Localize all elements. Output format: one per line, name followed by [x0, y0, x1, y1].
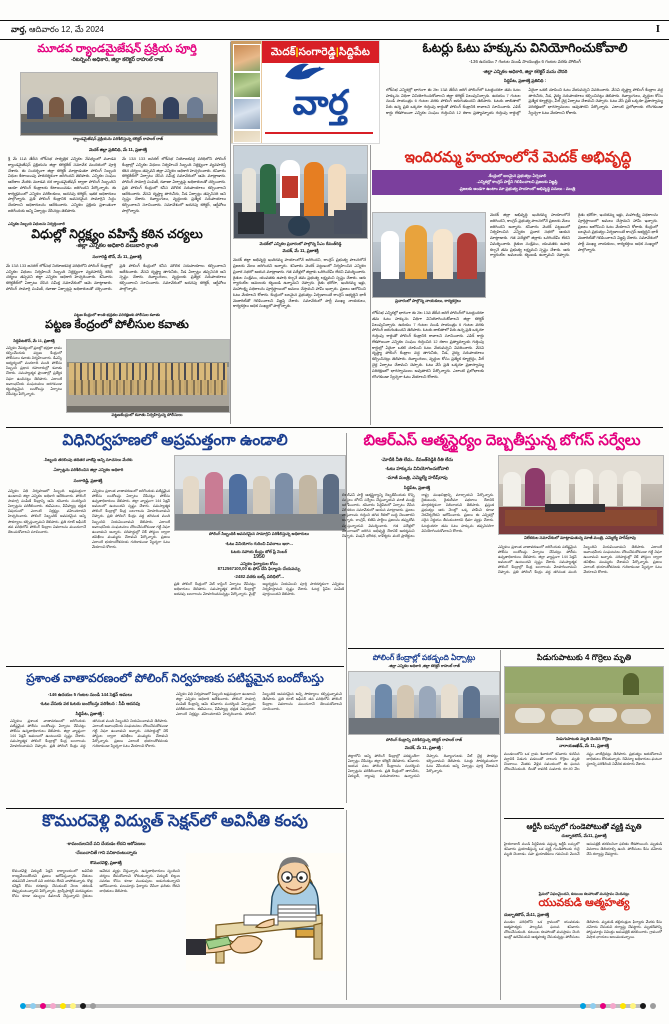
negligence-kicker: ఎన్నికల సిబ్బంది విధులను నిర్వర్తించాలి — [8, 222, 66, 226]
randomization-body-col2: మే 13న 133 జనరల్ లోక్‌సభ నియోజకవర్గ పరిధిలోని పోలింగ్ కేంద్రాల్లో ఎన్నికల విధులు నిర్వహించే సిబ్బంది నిర్లక్ష్యంగా వ్యవహరిస్తే కఠిన చర్యలు తప్పవని జిల్లా ఎన్నికల అధికారి హెచ్చరించారు. శనివారం కలెక్టరేట్‌లో ఏర్పాటు చేసిన సమీక్ష సమావేశంలో ఆమె మాట్లాడారు. పోలింగ్ సామాగ్రి పంపిణీ, రవాణా ఏర్పాట్లపై అధికారులతో చర్చించారు. ప్రతి పోలింగ్ కేంద్రంలో కనీస మౌలిక సదుపాయాలు కల్పించాలని ఆదేశించారు. వేసవి దృష్ట్యా తాగునీరు, నీడ ఏర్పాట్లు తప్పనిసరి అని స్పష్టం చేశారు. దివ్యాంగులు, వృద్ధులకు ప్రత్యేక సదుపాయాలు కల్పించాలని సూచించారు. సమావేశంలో అదనపు కలెక్టర్, ఆర్డీవోలు పాల్గొన్నారు. — [122, 156, 226, 214]
alert-duty-body2: ప్రతి పోలింగ్ కేంద్రంలో వెబ్ కాస్టింగ్ ఏర్పాటు చేసినట్లు అధికారులు తెలిపారు. సమస్యాత్మక పోలింగ్ కేంద్రాల్లో అదనపు బలగాలను మోహరించనున్నట్లు పేర్కొన్నారు. మైక్రో అబ్జర్వర్లను నియమించి పూర్తి పారదర్శకంగా ఎన్నికలు నిర్వహిస్తామని స్పష్టం చేశారు. ఓటర్ల స్లిప్‌ల పంపిణీ పూర్తయిందని తెలిపారు. — [174, 581, 344, 597]
lightning-body: మండలంలోని ఒక గ్రామ శివారులో శనివారం కురిసిన వర్షానికి పిడుగు పడటంతో నాలుగు గొర్రెలు మృతి చెందాయి. మేతకు వెళ్లిన సమయంలో ఈ ఘటన చోటుచేసుకుంది. దీంతో కాపరికి సుమారు రూ.40 వేల నష్టం వాటిల్లినట్లు తెలిపారు. ప్రభుత్వం ఆదుకోవాలని బాధితులు కోరుతున్నారు. రెవెన్యూ అధికారులు ఘటనా స్థలాన్ని పరిశీలించి నివేదిక తయారు చేశారు. — [504, 751, 662, 772]
indiramma-body-center: మెదక్ జిల్లా అభివృద్ధి ఇందిరమ్మ హయాంలోనే జరిగిందని, కాంగ్రెస్ ప్రభుత్వ పాలనలోనే ప్రజలకు మేలు జరిగిందని అన్నారు. శనివారం మెదక్ పట్టణంలో నిర్వహించిన ఎన్నికల ప్రచార సభలో ఆయన మాట్లాడారు. గత పదేళ్లలో జిల్లాకు ఒరిగిందేమీ లేదని విమర్శించారు. రైతుల సంక్షేమం, యువతకు ఉపాధి కల్పనే తమ ప్రభుత్వ లక్ష్యమని స్పష్టం చేశారు. ఆరు గ్యారంటీల అమలుకు కట్టుబడి ఉన్నామని చెప్పారు. రైతు భరోసా, ఇందిరమ్మ ఇళ్లు, మహాలక్ష్మి పథకాలను పూర్తిస్థాయిలో అమలు చేస్తామని హామీ ఇచ్చారు. ప్రజలు ఆలోచించి ఓటు వేయాలని కోరారు. కేంద్రంలో బలమైన ప్రభుత్వం ఏర్పడాలంటే కాంగ్రెస్ అభ్యర్థిని భారీ మెజారిటీతో గెలిపించాలని విజ్ఞప్తి చేశారు. సమావేశంలో పార్టీ ముఖ్య నాయకులు, కార్యకర్తలు అధిక సంఖ్యలో పాల్గొన్నారు. — [233, 257, 366, 309]
lightning-headline: పిడుగుపాటుకు 4 గొర్రెలు మృతి — [536, 653, 632, 662]
helpbox-line-2: 1950 — [253, 553, 265, 560]
corruption-subhead-1: -కామందులనిదే పని చేయడం లేదని ఆరోపణలు — [66, 841, 146, 846]
edition-siddipet: సిద్దిపేట — [338, 46, 371, 58]
bogus-body2: ఎన్నికలు ప్రశాంత వాతావరణంలో జరిగేందుకు పటిష్టమైన పోలీసు బందోబస్తు ఏర్పాటు చేసినట్లు పోలీసు ఉన్నతాధికారులు తెలిపారు. జిల్లా వ్యాప్తంగా 144 సెక్షన్ అమలులో ఉంటుందని స్పష్టం చేశారు. సమస్యాత్మక పోలింగ్ కేంద్రాల్లో కేంద్ర బలగాలను మోహరించామని చెప్పారు. ప్రతి పోలింగ్ కేంద్రం వద్ద తగినంత మంది సిబ్బందిని నియమించామని తెలిపారు. ఎలాంటి అవాంఛనీయ సంఘటనలు చోటుచేసుకోకుండా గట్టి నిఘా ఉంచామని అన్నారు. సరిహద్దుల్లో చెక్ పోస్టుల ద్వారా తనిఖీలు ముమ్మరం చేశామని పేర్కొన్నారు. ప్రజలు ఎలాంటి భయాందోళనలకు గురికాకుండా స్వేచ్ఛగా ఓటు వేయాలని కోరారు. — [498, 545, 662, 575]
registration-gray-line — [26, 1004, 643, 1008]
negligence-headline: విధుల్లో నిర్లక్ష్యం వహిస్తే కఠిన చర్యలు — [31, 226, 203, 241]
column-rule-5 — [346, 810, 347, 1000]
alert-duty-photo-caption: పోలింగ్ సిబ్బందికి అవసరమైన సామాగ్రిని పరిశీలిస్తున్న అధికారులు — [209, 531, 309, 536]
registration-color-bar — [0, 1001, 669, 1010]
indiramma-headline: ఇందిరమ్మ హయాంలోనే మెదక్ అభివృద్ధి — [404, 149, 632, 166]
indiramma-subhead-2: -ఎన్నికల్లో కాంగ్రెస్ పార్టీని గెలిపించాలని ప్రజలకు విజ్ఞప్తి — [476, 179, 558, 185]
peaceful-subhead-1: -146 ఉదయం 5 గంటల నుండి 144 సెక్షన్ అమలు — [47, 692, 133, 697]
indiramma-dateline: మెదక్, మే 11, ప్రజాశక్తి — [282, 248, 319, 254]
reg-dot-black-right — [640, 1003, 646, 1009]
masthead — [230, 40, 380, 144]
corruption-body: కొమురవెళ్లి విద్యుత్ సెక్షన్ కార్యాలయంలో అవినీతి రాజ్యమేలుతోందని ప్రజలు ఆరోపిస్తున్నారు. చేతులు తడపనిదే ఎలాంటి పని జరగడం లేదని వాపోతున్నారు. కొత్త కనెక్షన్ కోసం దరఖాస్తు చేసుకుంటే నెలల తరబడి తిప్పుకుంటున్నారని పేర్కొన్నారు. ట్రాన్స్‌ఫార్మర్ మరమ్మతుల కోసం కూడా డబ్బులు డిమాండ్ చేస్తున్నారని రైతులు ఆవేదన వ్యక్తం చేస్తున్నారు. ఉన్నతాధికారులు స్పందించి చర్యలు తీసుకోవాలని కోరుతున్నారు. విద్యుత్ బిల్లుల సవరణ కోసం కూడా ముడుపులు అడుగుతున్నారని ఆరోపించారు. పలుమార్లు ఫిర్యాదు చేసినా ఫలితం లేదని బాధితులు తెలిపారు. — [12, 869, 180, 899]
section-divider-5 — [504, 818, 664, 819]
bogus-survey-headline: బిఆర్ఎస్ ఆత్మస్థైర్యం దెబ్బతీస్తున్న బోగస్ సర్వేలు — [363, 432, 641, 449]
article-lightning — [504, 654, 664, 810]
lightning-photo — [504, 666, 664, 734]
date-text: ఆదివారం 12, మే 2024 — [29, 25, 104, 34]
corruption-dateline: కొమురవెళ్లి, ప్రజాశక్తి — [90, 860, 122, 865]
page-folio: I — [655, 23, 660, 35]
reg-dot-yellow-right — [620, 1003, 626, 1009]
masthead-photo-strip — [231, 41, 262, 143]
column-rule-1 — [230, 42, 231, 424]
masthead-editions: మెదక్|సంగారెడ్డి|సిద్దిపేట — [262, 41, 379, 63]
page-header-bar — [0, 20, 669, 40]
corruption-headline: కొమురవెళ్లి విద్యుత్ సెక్షన్‌లో అవినీతి కంపు — [42, 812, 308, 830]
randomization-dateline: మెదక్ జిల్లా ప్రతినిధి, మే 11, ప్రజాశక్తి — [89, 147, 147, 152]
article-police-parade — [6, 313, 228, 417]
column-rule-3 — [346, 433, 347, 803]
alert-duty-helpbox — [174, 541, 344, 658]
reg-dot-yellow-left — [60, 1003, 66, 1009]
peaceful-dateline: సిద్దిపేట, ప్రజాశక్తి : — [75, 711, 105, 716]
section-divider-2 — [6, 666, 344, 667]
bogus-dateline: సిద్దిపేట, ప్రజాశక్తి — [403, 485, 431, 490]
police-dateline: సిద్దిపేటటౌన్, మే 11, ప్రజాశక్తి — [13, 339, 55, 343]
article-suicide — [504, 892, 664, 982]
bus-death-dateline: దుబ్బాకటౌన్, మే11, ప్రజాశక్తి — [561, 832, 607, 838]
voters-subhead1: -136 ఉదయం 7 గంటల నుండి సాయంత్రం 6 గంటల వరకు పోలింగ్ — [469, 58, 581, 64]
indiramma-photo-caption2: ప్రచారంలో పాల్గొన్న నాయకులు, కార్యకర్తలు — [395, 298, 461, 303]
reg-dot-gray-right — [650, 1003, 656, 1009]
rally-photo-caption: మెదక్‌లో ఎన్నికల ప్రచారంలో పాల్గొన్న సీఎం రేవంత్‌రెడ్డి — [259, 241, 342, 246]
bogus-body: బిఆర్ఎస్ పార్టీ ఆత్మస్థైర్యాన్ని దెబ్బతీసేందుకు కొన్ని సంస్థలు బోగస్ సర్వేలు చేస్తున్నాయని మాజీ మంత్రి ఆరోపించారు. శనివారం సిద్దిపేటలో ఏర్పాటు చేసిన విలేకరుల సమావేశంలో ఆయన మాట్లాడారు. ప్రజలు వాస్తవాలను గుర్తించి తగిన రీతిలో బుద్ధి చెబుతారని అన్నారు. కాంగ్రెస్, బిజెపి పార్టీలు ప్రజలను తప్పుదోవ పట్టిస్తున్నాయని విమర్శించారు. గత పదేళ్లలో తెలంగాణలో జరిగిన అభివృద్ధి దేశానికే ఆదర్శమని చెప్పారు. మిషన్ భగీరథ, కాళేశ్వరం వంటి ప్రాజెక్టులు రాష్ట్ర ముఖచిత్రాన్ని మార్చాయని పేర్కొన్నారు. రైతుబంధు, రైతుబీమా పథకాలు దేశానికి మార్గదర్శకంగా నిలిచాయని తెలిపారు. ప్రస్తుత ప్రభుత్వం ఆరు నెలల్లో ఒక్క హామీని కూడా నెరవేర్చలేదని ఆరోపించారు. ప్రజలు ఈ ఎన్నికల్లో సరైన నిర్ణయం తీసుకుంటారని ధీమా వ్యక్తం చేశారు. ఓటర్లందరూ తమ ఓటు హక్కును తప్పనిసరిగా వినియోగించుకోవాలని కోరారు. — [342, 493, 494, 538]
rally-photo — [233, 145, 368, 239]
article-peaceful-polling — [6, 671, 344, 749]
article-bus-death — [504, 823, 664, 872]
helpbox-title: -ఓటు వినియోగం గురించి వివరాలు ఇలా... — [225, 541, 293, 546]
corruption-subhead-2: -చేయిచాచితే గాని పనికాదంటున్నారు — [74, 850, 138, 855]
peaceful-subhead-2: -ఓటు వేసుకు పక ఓటరు బందోబస్తు పరిశీలన : సీపీ ఆదనపు — [39, 701, 141, 706]
article-alert-duty — [6, 432, 344, 597]
article-randomization — [6, 43, 228, 214]
peaceful-body-right: ఎన్నికల విధి నిర్వహణలో సిబ్బంది అప్రమత్తంగా ఉండాలని జిల్లా ఎన్నికల అధికారి ఆదేశించారు. పోలింగ్ సామాగ్రి పంపిణీ కేంద్రాన్ని ఆమె శనివారం సందర్శించి ఏర్పాట్లను పరిశీలించారు. ఈవీఎంలు, వీవీప్యాట్ల భద్రత విషయంలో ఎలాంటి నిర్లక్ష్యం వహించరాదని హెచ్చరించారు. పోలింగ్ సిబ్బందికి అవసరమైన అన్ని సౌకర్యాలు కల్పిస్తున్నామని తెలిపారు. ప్రతి రూట్ ఆఫీసర్ తన పరిధిలోని పోలింగ్ కేంద్రాల వివరాలను ముందుగానే తెలుసుకోవాలని సూచించారు. — [176, 692, 342, 717]
section-divider-1 — [6, 427, 663, 428]
helpbox-line-5: -2482 వరకు బల్క్ పరిధిలో... — [234, 574, 284, 580]
masthead-underline — [265, 132, 373, 134]
alert-duty-subhead: -సిబ్బంది తరలింపు తదితర వాటిపై అన్ని సూచనలు మేరకు — [43, 457, 133, 462]
indiramma-body-right: మెదక్ జిల్లా అభివృద్ధి ఇందిరమ్మ హయాంలోనే జరిగిందని, కాంగ్రెస్ ప్రభుత్వ పాలనలోనే ప్రజలకు మేలు జరిగిందని అన్నారు. శనివారం మెదక్ పట్టణంలో నిర్వహించిన ఎన్నికల ప్రచార సభలో ఆయన మాట్లాడారు. గత పదేళ్లలో జిల్లాకు ఒరిగిందేమీ లేదని విమర్శించారు. రైతుల సంక్షేమం, యువతకు ఉపాధి కల్పనే తమ ప్రభుత్వ లక్ష్యమని స్పష్టం చేశారు. ఆరు గ్యారంటీల అమలుకు కట్టుబడి ఉన్నామని చెప్పారు. రైతు భరోసా, ఇందిరమ్మ ఇళ్లు, మహాలక్ష్మి పథకాలను పూర్తిస్థాయిలో అమలు చేస్తామని హామీ ఇచ్చారు. ప్రజలు ఆలోచించి ఓటు వేయాలని కోరారు. కేంద్రంలో బలమైన ప్రభుత్వం ఏర్పడాలంటే కాంగ్రెస్ అభ్యర్థిని భారీ మెజారిటీతో గెలిపించాలని విజ్ఞప్తి చేశారు. సమావేశంలో పార్టీ ముఖ్య నాయకులు, కార్యకర్తలు అధిక సంఖ్యలో పాల్గొన్నారు. — [490, 212, 658, 258]
randomization-subhead: -రిటర్నింగ్ అధికారి, జిల్లా కలెక్టర్ రాహుల్ రాజ్ — [70, 57, 164, 64]
bogus-subhead-3: -మాజీ మంత్రి, ఎమ్మెల్యే హరీష్‌రావు — [386, 475, 448, 480]
negligence-subhead: -జిల్లా ఎన్నికల అధికారి వలుబారి క్రాంతి — [75, 243, 159, 250]
indiramma-body-left: లోక్‌సభ ఎన్నికల్లో భాగంగా ఈ నెల 13వ తేదీన జరిగే పోలింగ్‌లో ఓటర్లందరూ తమ ఓటు హక్కును విధిగా వినియోగించుకోవాలని జిల్లా కలెక్టర్ పిలుపునిచ్చారు. ఉదయం 7 గంటల నుండి సాయంత్రం 6 గంటల వరకు పోలింగ్ జరుగుతుందని తెలిపారు. ఓటరు జాబితాలో పేరు ఉన్న ప్రతి ఒక్కరూ గుర్తింపు కార్డుతో పోలింగ్ కేంద్రానికి రావాలని సూచించారు. ఎపిక్ కార్డు లేకపోయినా ఎన్నికల సంఘం గుర్తించిన 12 రకాల ప్రత్యామ్నాయ గుర్తింపు కార్డుల్లో ఏదైనా ఒకటి చూపించి ఓటు వేయవచ్చని వివరించారు. వేసవి దృష్ట్యా పోలింగ్ కేంద్రాల వద్ద తాగునీరు, నీడ, వైద్య సదుపాయాలు కల్పించినట్లు తెలిపారు. దివ్యాంగులు, వృద్ధుల కోసం ప్రత్యేక క్యూలైన్లు, వీల్ చైర్ల ఏర్పాటు చేశామని చెప్పారు. ఓటు వేసే ప్రతి ఒక్కరూ ప్రజాస్వామ్య పరిరక్షణలో భాగస్వాములు అవుతారని పేర్కొన్నారు. ఎలాంటి ప్రలోభాలకు లొంగకుండా స్వేచ్ఛగా ఓటు వేయాలని కోరారు. — [372, 310, 484, 379]
voters-body: లోక్‌సభ ఎన్నికల్లో భాగంగా ఈ నెల 13వ తేదీన జరిగే పోలింగ్‌లో ఓటర్లందరూ తమ ఓటు హక్కును విధిగా వినియోగించుకోవాలని జిల్లా కలెక్టర్ పిలుపునిచ్చారు. ఉదయం 7 గంటల నుండి సాయంత్రం 6 గంటల వరకు పోలింగ్ జరుగుతుందని తెలిపారు. ఓటరు జాబితాలో పేరు ఉన్న ప్రతి ఒక్కరూ గుర్తింపు కార్డుతో పోలింగ్ కేంద్రానికి రావాలని సూచించారు. ఎపిక్ కార్డు లేకపోయినా ఎన్నికల సంఘం గుర్తించిన 12 రకాల ప్రత్యామ్నాయ గుర్తింపు కార్డుల్లో ఏదైనా ఒకటి చూపించి ఓటు వేయవచ్చని వివరించారు. వేసవి దృష్ట్యా పోలింగ్ కేంద్రాల వద్ద తాగునీరు, నీడ, వైద్య సదుపాయాలు కల్పించినట్లు తెలిపారు. దివ్యాంగులు, వృద్ధుల కోసం ప్రత్యేక క్యూలైన్లు, వీల్ చైర్ల ఏర్పాటు చేశామని చెప్పారు. ఓటు వేసే ప్రతి ఒక్కరూ ప్రజాస్వామ్య పరిరక్షణలో భాగస్వాములు అవుతారని పేర్కొన్నారు. ఎలాంటి ప్రలోభాలకు లొంగకుండా స్వేచ్ఛగా ఓటు వేయాలని కోరారు. — [386, 86, 663, 115]
reg-dot-lightyellow-left — [70, 1003, 76, 1009]
negligence-dateline: సంగారెడ్డి టౌన్, మే 11, ప్రజాశక్తి — [92, 253, 142, 259]
edition-medak: మెదక్ — [270, 46, 296, 58]
alert-duty-kicker: -ఏర్పాట్లను పరిశీలించిన జిల్లా ఎన్నికల అధికారి — [52, 467, 124, 472]
suicide-headline: యువకుడి ఆత్మహత్య — [538, 896, 630, 909]
bus-death-body: హైదరాబాద్ నుండి సిద్దిపేటకు వస్తున్న ఆర్టీసీ బస్సులో శనివారం ప్రయాణిస్తున్న ఒక వ్యక్తి గుండెపోటుకు గురై మృతి చెందాడు. సహ ప్రయాణికులు గమనించి వెంటనే ఆసుపత్రికి తరలించినా ఫలితం లేకపోయింది. మృతుడి వివరాలు తెలియాల్సి ఉంది. పోలీసులు కేసు నమోదు చేసి దర్యాప్తు చేపట్టారు. — [504, 841, 662, 857]
police-kicker: పట్టణ కేంద్రంలో శాంతి భద్రతల పరిరక్షణకు పోలీసుల కవాతు — [73, 313, 161, 317]
reg-dot-pink-left — [50, 1003, 56, 1009]
police-parade-photo — [66, 339, 230, 413]
polling-arrangements-caption: పోలింగ్ కేంద్రాన్ని పరిశీలిస్తున్న కలెక్టర్ రాహుల్ రాజ్ — [386, 737, 462, 743]
polling-arrangements-photo — [348, 671, 500, 735]
police-headline: పట్టణ కేంద్రంలో పోలీసుల కవాతు — [45, 318, 189, 331]
section-divider-4 — [6, 808, 344, 809]
suicide-kicker: ప్రేమలో విఫలమైందని, కుటుంబ కలహాలతో మనస్తాపం చెందినట్లు — [538, 892, 630, 896]
polling-arrangements-subhead: -జిల్లా ఎన్నికల అధికారి ,జిల్లా కలెక్టర్ రాహుల్ రాజ్ — [388, 664, 460, 669]
helpbox-line-4: 8712567100,00 కు ఫోన్ చేసి ఫిర్యాదు చేయవచ్చు — [217, 565, 301, 571]
press-conference-caption: విలేకరుల సమావేశంలో మాట్లాడుతున్న మాజీ మంత్రి, ఎమ్మెల్యే హరీష్‌రావు — [524, 535, 636, 540]
article-polling-arrangements — [348, 654, 500, 822]
reg-dot-gray-left — [90, 1003, 96, 1009]
indiramma-subhead-3: -ప్రజలకు అండగా ఉంటాం మా ప్రభుత్వ హయాంలో అభివృద్ధి పనులు : మంత్రి — [458, 185, 576, 191]
article-corruption — [6, 812, 344, 899]
masthead-logo — [262, 63, 379, 143]
article-voters — [386, 42, 664, 159]
randomization-headline: మూడవ ర్యాండమైజేషన్ ప్రక్రియ పూర్తి — [37, 43, 197, 55]
indiramma-subhead-box — [372, 170, 662, 195]
peaceful-body-left: ఎన్నికలు ప్రశాంత వాతావరణంలో జరిగేందుకు పటిష్టమైన పోలీసు బందోబస్తు ఏర్పాటు చేసినట్లు పోలీసు ఉన్నతాధికారులు తెలిపారు. జిల్లా వ్యాప్తంగా 144 సెక్షన్ అమలులో ఉంటుందని స్పష్టం చేశారు. సమస్యాత్మక పోలింగ్ కేంద్రాల్లో కేంద్ర బలగాలను మోహరించామని చెప్పారు. ప్రతి పోలింగ్ కేంద్రం వద్ద తగినంత మంది సిబ్బందిని నియమించామని తెలిపారు. ఎలాంటి అవాంఛనీయ సంఘటనలు చోటుచేసుకోకుండా గట్టి నిఘా ఉంచామని అన్నారు. సరిహద్దుల్లో చెక్ పోస్టుల ద్వారా తనిఖీలు ముమ్మరం చేశామని పేర్కొన్నారు. ప్రజలు ఎలాంటి భయాందోళనలకు గురికాకుండా స్వేచ్ఛగా ఓటు వేయాలని కోరారు. — [10, 719, 168, 749]
article-bogus-survey — [340, 432, 664, 575]
suicide-dateline: దుబ్బాకటౌన్, మే11, ప్రజాశక్తి — [504, 911, 550, 917]
randomization-photo — [20, 72, 218, 136]
reg-dot-cyan-right — [580, 1003, 586, 1009]
randomization-photo-caption: ర్యాండమైజేషన్ ప్రక్రియను పరిశీలిస్తున్న కలెక్టర్ రాహుల్ రాజ్ — [73, 136, 163, 141]
alert-duty-dateline: సంగారెడ్డి, ప్రజాశక్తి — [73, 478, 103, 483]
reg-dot-lightblue-right — [590, 1003, 596, 1009]
section-divider-3 — [348, 648, 664, 649]
polling-arrangements-body: జిల్లాలోని అన్ని పోలింగ్ కేంద్రాల్లో పకడ్బందీగా ఏర్పాట్లు చేసినట్లు జిల్లా కలెక్టర్ తెలిపారు. శనివారం ఆయన పలు పోలింగ్ కేంద్రాలను సందర్శించి ఏర్పాట్లను పరిశీలించారు. ప్రతి కేంద్రంలో తాగునీరు, విద్యుత్, ర్యాంపు సదుపాయాలు ఉన్నాయని చెప్పారు. దివ్యాంగులకు వీల్ చైర్ల సౌకర్యం కల్పించామని తెలిపారు. ఓటర్లు సౌకర్యవంతంగా ఓటు వేసేందుకు అన్ని ఏర్పాట్లు పూర్తి చేశామని పేర్కొన్నారు. — [348, 753, 498, 778]
indiramma-photo-left — [372, 212, 486, 298]
lightning-dateline: నారాయణఖేడ్, మే 11, ప్రజాశక్తి — [559, 742, 609, 748]
police-photo-caption: పట్టణకేంద్రంలో కవాతు నిర్వహిస్తున్న పోలీసులు — [111, 412, 183, 417]
column-rule-2 — [370, 145, 371, 425]
helpbox-line-3: ఎన్నికల ఫిర్యాదుల కోసం — [240, 560, 278, 566]
indiramma-subhead-1: -కేంద్రంలో బలమైన ప్రభుత్వం ఏర్పడాలి — [487, 173, 547, 179]
polling-arrangements-dateline: మెదక్, మే 11, ప్రజాశక్తి : — [404, 744, 444, 750]
article-indiramma — [372, 149, 664, 379]
press-conference-photo — [498, 455, 664, 535]
alert-duty-body-col1: ఎన్నికల విధి నిర్వహణలో సిబ్బంది అప్రమత్తంగా ఉండాలని జిల్లా ఎన్నికల అధికారి ఆదేశించారు. పోలింగ్ సామాగ్రి పంపిణీ కేంద్రాన్ని ఆమె శనివారం సందర్శించి ఏర్పాట్లను పరిశీలించారు. ఈవీఎంలు, వీవీప్యాట్ల భద్రత విషయంలో ఎలాంటి నిర్లక్ష్యం వహించరాదని హెచ్చరించారు. పోలింగ్ సిబ్బందికి అవసరమైన అన్ని సౌకర్యాలు కల్పిస్తున్నామని తెలిపారు. ప్రతి రూట్ ఆఫీసర్ తన పరిధిలోని పోలింగ్ కేంద్రాల వివరాలను ముందుగానే తెలుసుకోవాలని సూచించారు. — [8, 489, 86, 534]
reg-dot-pink-right — [610, 1003, 616, 1009]
voters-subhead2: -జిల్లా ఎన్నికల అధికారి, జిల్లా కలెక్టర్ మను చౌదరి — [482, 68, 568, 74]
publication-name: వార్త, — [11, 25, 27, 34]
reg-dot-lightyellow-right — [630, 1003, 636, 1009]
edition-sangareddy: సంగారెడ్డి — [298, 46, 336, 58]
bus-death-headline: ఆర్టీసీ బస్సులో గుండెపోటుతో వ్యక్తి మృతి — [526, 822, 642, 831]
peaceful-polling-headline: ప్రశాంత వాతావరణంలో పోలింగ్ నిర్వహణకు పటిష్టమైన బందోబస్తు — [26, 671, 324, 685]
bogus-subhead-1: -మోదీకి నీతి లేదు.. రేవంత్‌రెడ్డికి రీతి లేదు — [380, 457, 454, 462]
bogus-subhead-2: -ఓటు హక్కును వినియోగించుకోవాలి — [385, 466, 449, 471]
police-body: ఎన్నికల నేపథ్యంలో ప్రజల్లో భద్రతా భావం కల్పించేందుకు పట్టణ కేంద్రంలో పోలీసులు కవాతు నిర్వహించారు. డీఎస్పీ ఆధ్వర్యంలో వందలాది మంది పోలీసు సిబ్బంది ప్రధాన రహదారుల్లో కవాతు చేశారు. సమస్యాత్మక ప్రాంతాల్లో ప్రత్యేక నిఘా ఉంచినట్లు తెలిపారు. ఎలాంటి అవాంఛనీయ సంఘటనలు జరగకుండా కట్టుదిట్టమైన బందోబస్తు ఏర్పాటు చేసినట్లు పేర్కొన్నారు. — [6, 346, 62, 396]
alert-duty-headline: విధినిర్వహణలో అప్రమత్తంగా ఉండాలి — [62, 432, 288, 449]
negligence-body: మే 13న 133 జనరల్ లోక్‌సభ నియోజకవర్గ పరిధిలోని పోలింగ్ కేంద్రాల్లో ఎన్నికల విధులు నిర్వహించే సిబ్బంది నిర్లక్ష్యంగా వ్యవహరిస్తే కఠిన చర్యలు తప్పవని జిల్లా ఎన్నికల అధికారి హెచ్చరించారు. శనివారం కలెక్టరేట్‌లో ఏర్పాటు చేసిన సమీక్ష సమావేశంలో ఆమె మాట్లాడారు. పోలింగ్ సామాగ్రి పంపిణీ, రవాణా ఏర్పాట్లపై అధికారులతో చర్చించారు. ప్రతి పోలింగ్ కేంద్రంలో కనీస మౌలిక సదుపాయాలు కల్పించాలని ఆదేశించారు. వేసవి దృష్ట్యా తాగునీరు, నీడ ఏర్పాట్లు తప్పనిసరి అని స్పష్టం చేశారు. దివ్యాంగులు, వృద్ధులకు ప్రత్యేక సదుపాయాలు కల్పించాలని సూచించారు. సమావేశంలో అదనపు కలెక్టర్, ఆర్డీవోలు పాల్గొన్నారు. — [6, 262, 226, 291]
reg-dot-lightblue-left — [30, 1003, 36, 1009]
reg-dot-magenta-right — [600, 1003, 606, 1009]
masthead-logo-text: వార్త — [292, 84, 349, 122]
suicide-body: మండల పరిధిలోని ఒక గ్రామంలో యువకుడు ఆత్మహత్యకు పాల్పడిన ఘటన శనివారం చోటుచేసుకుంది. కుటుంబ కలహాలతో మనస్తాపం చెంది ఇంట్లో ఉరివేసుకుని ఆత్మహత్య చేసుకున్నట్లు పోలీసులు తెలిపారు. మృతుడి తల్లిదండ్రుల ఫిర్యాదు మేరకు కేసు నమోదు చేసుకుని దర్యాప్తు చేపట్టారు. మృతదేహాన్ని పోస్టుమార్టం నిమిత్తం ఆసుపత్రికి తరలించారు. గ్రామంలో విషాద ఛాయలు అలుముకున్నాయి. — [504, 919, 662, 939]
reg-dot-black-left — [80, 1003, 86, 1009]
article-negligence — [6, 222, 228, 315]
reg-dot-cyan-left — [20, 1003, 26, 1009]
randomization-body-col1: శ్రీ మే 11వ తేదీన లోక్‌సభ సార్వత్రిక ఎన్నికల నేపథ్యంలో మూడవ ర్యాండమైజేషన్ ప్రక్రియను జిల్లా కలెక్టరేట్ సమావేశ మందిరంలో పూర్తి చేశారు. ఈ సందర్భంగా జిల్లా కలెక్టర్ మాట్లాడుతూ పోలింగ్ సిబ్బంది విధుల కేటాయింపు పారదర్శకంగా జరిగిందని తెలిపారు. ఎన్నికల సంఘం ఆదేశాల మేరకు మూడవ దశ ర్యాండమైజేషన్ ద్వారా పోలింగ్ సిబ్బందిని ఆయా పోలింగ్ కేంద్రాలకు కేటాయించడం జరిగిందని పేర్కొన్నారు. ఈ కార్యక్రమంలో ఎన్నికల పరిశీలకులు, అదనపు కలెక్టర్, ఇతర అధికారులు పాల్గొన్నారు. ప్రతి పోలింగ్ కేంద్రానికి అవసరమైన సామాగ్రిని సిద్ధం చేయాలని అధికారులను ఆదేశించారు. ఎన్నికల ప్రక్రియ ప్రశాంతంగా జరిగేందుకు అన్ని ఏర్పాట్లు చేసినట్లు తెలిపారు. — [8, 156, 116, 214]
reg-dot-magenta-left — [40, 1003, 46, 1009]
column-rule-4 — [500, 650, 501, 1000]
bribery-cartoon-icon — [186, 853, 346, 971]
corruption-cartoon — [186, 853, 346, 971]
helpbox-line-1: ఓటరు సహాయ కేంద్రం టోల్ ఫ్రీ నెంబర్ — [230, 548, 288, 554]
voters-headline: ఓటర్లు ఓటు హక్కును వినియోగించుకోవాలి — [422, 41, 628, 55]
voters-dateline: సిద్దిపేట, ప్రజాశక్తి ప్రతినిధి : — [503, 77, 547, 83]
polling-arrangements-headline: పోలింగ్ కేంద్రాల్లో పకడ్బంది ఏర్పాట్లు — [372, 653, 476, 662]
alert-duty-body-col2: ఎన్నికలు ప్రశాంత వాతావరణంలో జరిగేందుకు పటిష్టమైన పోలీసు బందోబస్తు ఏర్పాటు చేసినట్లు పోలీసు ఉన్నతాధికారులు తెలిపారు. జిల్లా వ్యాప్తంగా 144 సెక్షన్ అమలులో ఉంటుందని స్పష్టం చేశారు. సమస్యాత్మక పోలింగ్ కేంద్రాల్లో కేంద్ర బలగాలను మోహరించామని చెప్పారు. ప్రతి పోలింగ్ కేంద్రం వద్ద తగినంత మంది సిబ్బందిని నియమించామని తెలిపారు. ఎలాంటి అవాంఛనీయ సంఘటనలు చోటుచేసుకోకుండా గట్టి నిఘా ఉంచామని అన్నారు. సరిహద్దుల్లో చెక్ పోస్టుల ద్వారా తనిఖీలు ముమ్మరం చేశామని పేర్కొన్నారు. ప్రజలు ఎలాంటి భయాందోళనలకు గురికాకుండా స్వేచ్ఛగా ఓటు వేయాలని కోరారు. — [92, 489, 170, 550]
alert-duty-photo — [174, 455, 346, 531]
lightning-photo-caption: పిడుగుపాటుకు మృతి చెందిన గొర్రెలు — [556, 735, 612, 741]
publication-date — [11, 25, 104, 36]
